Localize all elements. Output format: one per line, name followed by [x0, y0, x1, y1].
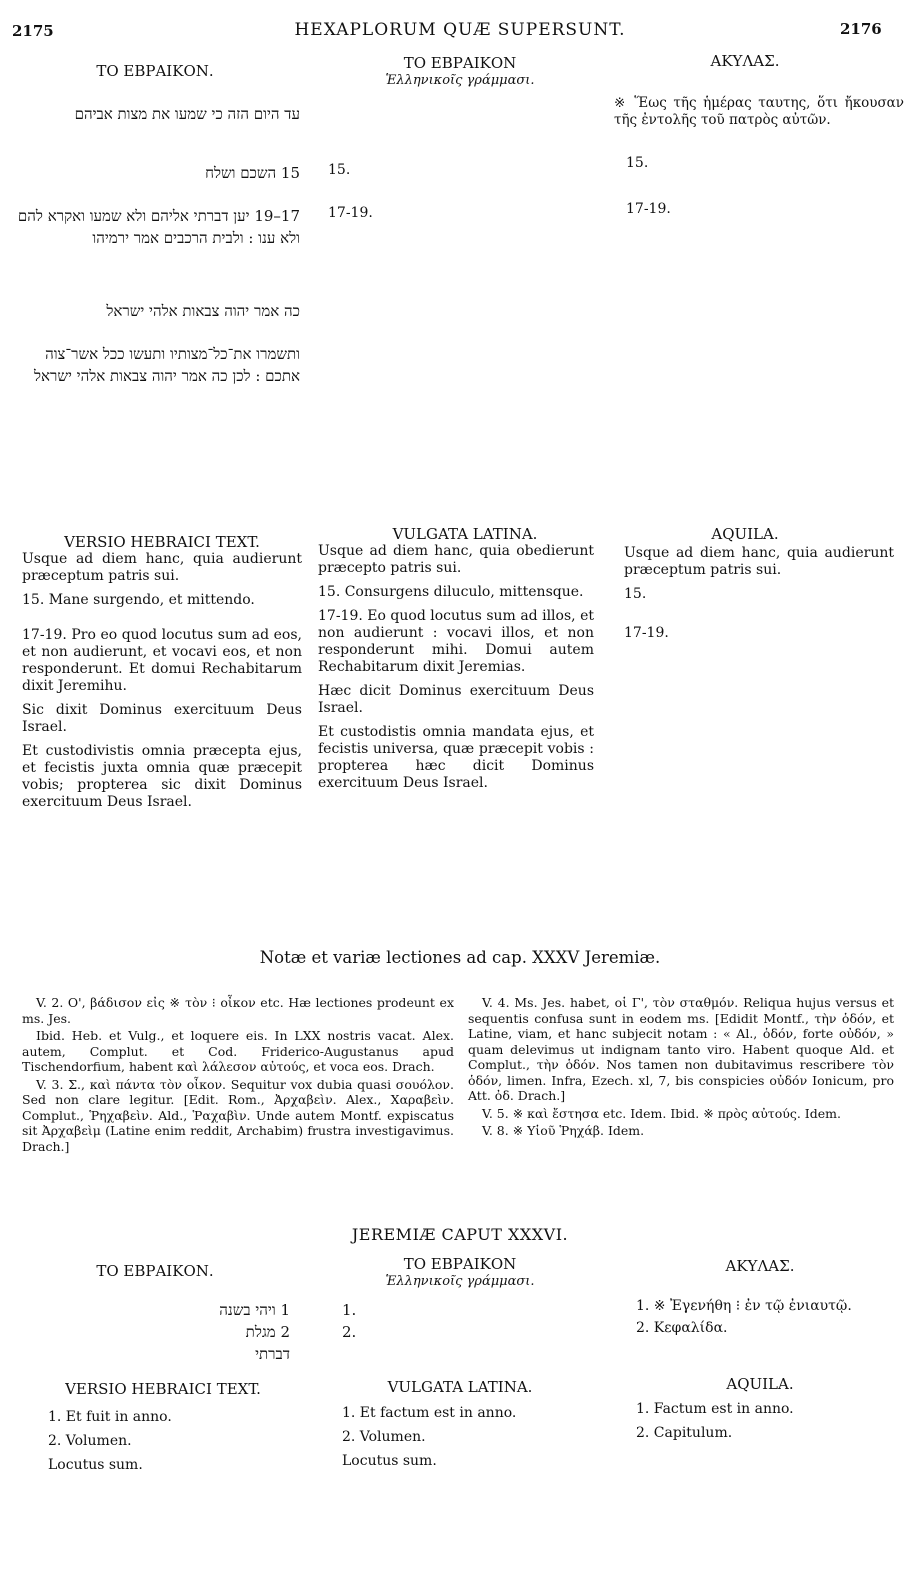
- chapter-aquila-latin-title: AQUILA.: [726, 1375, 794, 1393]
- versio-column: [22, 551, 302, 818]
- chapter-vulgata-entry-1: 1. Et factum est in anno.: [342, 1405, 517, 1421]
- note-v8: V. 8. ※ Υἱοῦ Ῥηχάβ. Idem.: [482, 1123, 645, 1138]
- vulgata-entry-15: 15. Consurgens diluculo, mittensque.: [318, 584, 584, 600]
- chapter-hebrew-entry-3: דברתי: [255, 1345, 290, 1363]
- notes-left-column: [22, 995, 454, 1156]
- chapter-aquila-latin-entry-1: 1. Factum est in anno.: [636, 1401, 794, 1417]
- chapter-vulgata-title: VULGATA LATINA.: [387, 1378, 533, 1396]
- chapter-hebrew-greek-title: ΤΟ ΕΒΡΑΙΚΟΝ: [403, 1255, 517, 1273]
- notes-right-column: [468, 995, 894, 1141]
- hebrew-greek-column-subtitle: Ἑλληνικοῖς γράμμασι.: [385, 73, 535, 88]
- note-v3: V. 3. Σ., καὶ πάντα τὸν οἶκον. Sequitur vox dubia quasi σουόλον. Sed non clare legitur. [Edit. Rom., Ἀρχαβεὶν. Alex., Χαραβεὶν. Complut., Ῥηχαβεὶν. Ald., Ῥαχαβὶν. Unde autem Montf. expiscatus sit Ἀρχαβεὶμ (Latine enim reddit, Archabim) frustra investigavimus. Drach.]: [22, 1076, 454, 1154]
- chapter-hebrew-greek-entry-1: 1.: [342, 1301, 357, 1319]
- chapter-aquila-latin-column: [636, 1397, 794, 1445]
- hebrew-entry-17-19: 17–19 יען דברתי אליהם ולא שמעו ואקרא להם ולא ענו : ולבית הרכבים אמר ירמיהו: [17, 207, 300, 247]
- note-v5: V. 5. ※ καὶ ἔστησα etc. Idem. Ibid. ※ πρὸς αὐτούς. Idem.: [482, 1105, 841, 1121]
- hebrew-entry-15: 15 השכם ושלח: [205, 164, 300, 182]
- chapter-vulgata-entry-3: Locutus sum.: [342, 1453, 437, 1469]
- chapter-title: JEREMIÆ CAPUT XXXVI.: [351, 1225, 569, 1244]
- aquila-latin-entry-15: 15.: [624, 586, 647, 602]
- left-page-number: 2175: [12, 22, 54, 40]
- chapter-hebrew-greek-column: [342, 1299, 356, 1343]
- hebrew-entry-1: עד היום הזה כי שמעו את מצות אביהם: [74, 105, 300, 123]
- chapter-hebrew-entry-2: 2 מגלת: [245, 1323, 290, 1341]
- vulgata-entry-1: Usque ad diem hanc, quia obedierunt præcepto patris sui.: [318, 543, 594, 576]
- versio-entry-17-19: 17-19. Pro eo quod locutus sum ad eos, et non audierunt, et vocavi eos, et non responderunt. Et domui Rechabitarum dixit Jeremihu.: [22, 627, 302, 694]
- vulgata-column: [318, 543, 594, 799]
- hebrew-greek-entry-17-19: 17-19.: [328, 205, 373, 221]
- right-page-number: 2176: [840, 20, 882, 38]
- aquila-latin-column-title: AQUILA.: [711, 525, 779, 543]
- chapter-aquila-greek-entry-2: 2. Κεφαλίδα.: [636, 1320, 728, 1336]
- chapter-aquila-greek-entry-1: 1. ※ Ἐγενήθη ⁝ ἐν τῷ ἐνιαυτῷ.: [636, 1298, 852, 1314]
- hebrew-greek-entry-15: 15.: [328, 162, 351, 178]
- chapter-hebrew-title: ΤΟ ΕΒΡΑΙΚΟΝ.: [96, 1262, 214, 1280]
- versio-entry-custodivistis: Et custodivistis omnia præcepta ejus, et fecistis juxta omnia quæ præcepit vobis; propterea sic dixit Dominus exercituum Deus Israel.: [22, 743, 302, 810]
- versio-column-title: VERSIO HEBRAICI TEXT.: [64, 533, 260, 551]
- chapter-versio-entry-1: 1. Et fuit in anno.: [48, 1409, 172, 1425]
- aquila-column-title: ΑΚΥΛΑΣ.: [710, 52, 780, 70]
- vulgata-entry-custodistis: Et custodistis omnia mandata ejus, et fecistis universa, quæ præcepit vobis : propterea hæc dicit Dominus exercituum Deus Israel.: [318, 724, 594, 791]
- note-v4: V. 4. Ms. Jes. habet, οἱ Γ', τὸν σταθμόν. Reliqua hujus versus et sequentis confusa sunt in eodem ms. [Edidit Montf., τὴν ὁδόν, et Latine, viam, et hanc subjecit notam : « Al., ὁδόν, forte οὐδόν, » quam delevimus ut indignam tanto viro. Habent quoque Ald. et Complut., τὴν ὁδόν. Nos tamen non dubitavimus rescribere τὸν ὁδόν, limen. Infra, Ezech. xl, 7, bis conspicies οὐδόν Ionicum, pro Att. ὀδ. Drach.]: [468, 995, 894, 1103]
- chapter-versio-title: VERSIO HEBRAICI TEXT.: [65, 1380, 261, 1398]
- vulgata-column-title: VULGATA LATINA.: [392, 525, 538, 543]
- chapter-hebrew-column: [60, 1299, 290, 1365]
- vulgata-entry-17-19: 17-19. Eo quod locutus sum ad illos, et non audierunt : vocavi illos, et non responderunt mihi. Domui autem Rechabitarum dixit Jeremias.: [318, 608, 594, 675]
- aquila-greek-entry-15: 15.: [626, 155, 649, 171]
- versio-entry-1: Usque ad diem hanc, quia audierunt præceptum patris sui.: [22, 551, 302, 584]
- hebrew-column-title: ΤΟ ΕΒΡΑΙΚΟΝ.: [96, 62, 214, 80]
- notes-heading: Notæ et variæ lectiones ad cap. XXXV Jeremiæ.: [259, 948, 661, 967]
- chapter-versio-column: [48, 1405, 172, 1477]
- running-title: HEXAPLORUM QUÆ SUPERSUNT.: [294, 20, 626, 40]
- versio-entry-15: 15. Mane surgendo, et mittendo.: [22, 592, 255, 608]
- hebrew-entry-sic-dixit: כה אמר יהוה צבאות אלהי ישראל: [106, 302, 300, 320]
- chapter-hebrew-greek-entry-2: 2.: [342, 1323, 357, 1341]
- chapter-versio-entry-2: 2. Volumen.: [48, 1433, 132, 1449]
- hebrew-greek-column-title: ΤΟ ΕΒΡΑΙΚΟΝ: [403, 54, 517, 72]
- note-ibid: Ibid. Heb. et Vulg., et loquere eis. In LXX nostris vacat. Alex. autem, Complut. et Cod. Friderico-Augustanus apud Tischendorfium, habent καὶ λάλεσον αὐτούς, et voca eos. Drach.: [22, 1028, 454, 1074]
- vulgata-entry-haec-dicit: Hæc dicit Dominus exercituum Deus Israel.: [318, 683, 594, 716]
- chapter-hebrew-entry-1: 1 ויהי בשנה: [219, 1301, 290, 1319]
- hebrew-entry-custodivistis: ותשמרו את־כל־מצותיו ותעשו ככל אשר־צוה אתכם : לכן כה אמר יהוה צבאות אלהי ישראל: [33, 345, 300, 385]
- note-v2: V. 2. Ο', βάδισον εἰς ※ τὸν ⁝ οἶκον etc. Hæ lectiones prodeunt ex ms. Jes.: [22, 995, 454, 1026]
- aquila-greek-entry-17-19: 17-19.: [626, 201, 671, 217]
- aquila-latin-column: [624, 545, 894, 649]
- chapter-aquila-greek-column: [636, 1295, 852, 1339]
- aquila-latin-entry-1: Usque ad diem hanc, quia audierunt præceptum patris sui.: [624, 545, 894, 578]
- chapter-vulgata-column: [342, 1401, 516, 1473]
- chapter-hebrew-greek-subtitle: Ἑλληνικοῖς γράμμασι.: [385, 1274, 535, 1289]
- chapter-vulgata-entry-2: 2. Volumen.: [342, 1429, 426, 1445]
- aquila-latin-entry-17-19: 17-19.: [624, 625, 669, 641]
- chapter-versio-entry-3: Locutus sum.: [48, 1457, 143, 1473]
- chapter-aquila-title: ΑΚΥΛΑΣ.: [725, 1257, 795, 1275]
- chapter-aquila-latin-entry-2: 2. Capitulum.: [636, 1425, 733, 1441]
- aquila-greek-entry-1: ※ Ἕως τῆς ἡμέρας ταυτης, ὅτι ἤκουσαν τῆς ἐντολῆς τοῦ πατρὸς αὐτῶν.: [614, 95, 904, 128]
- versio-entry-sic-dixit: Sic dixit Dominus exercituum Deus Israel.: [22, 702, 302, 735]
